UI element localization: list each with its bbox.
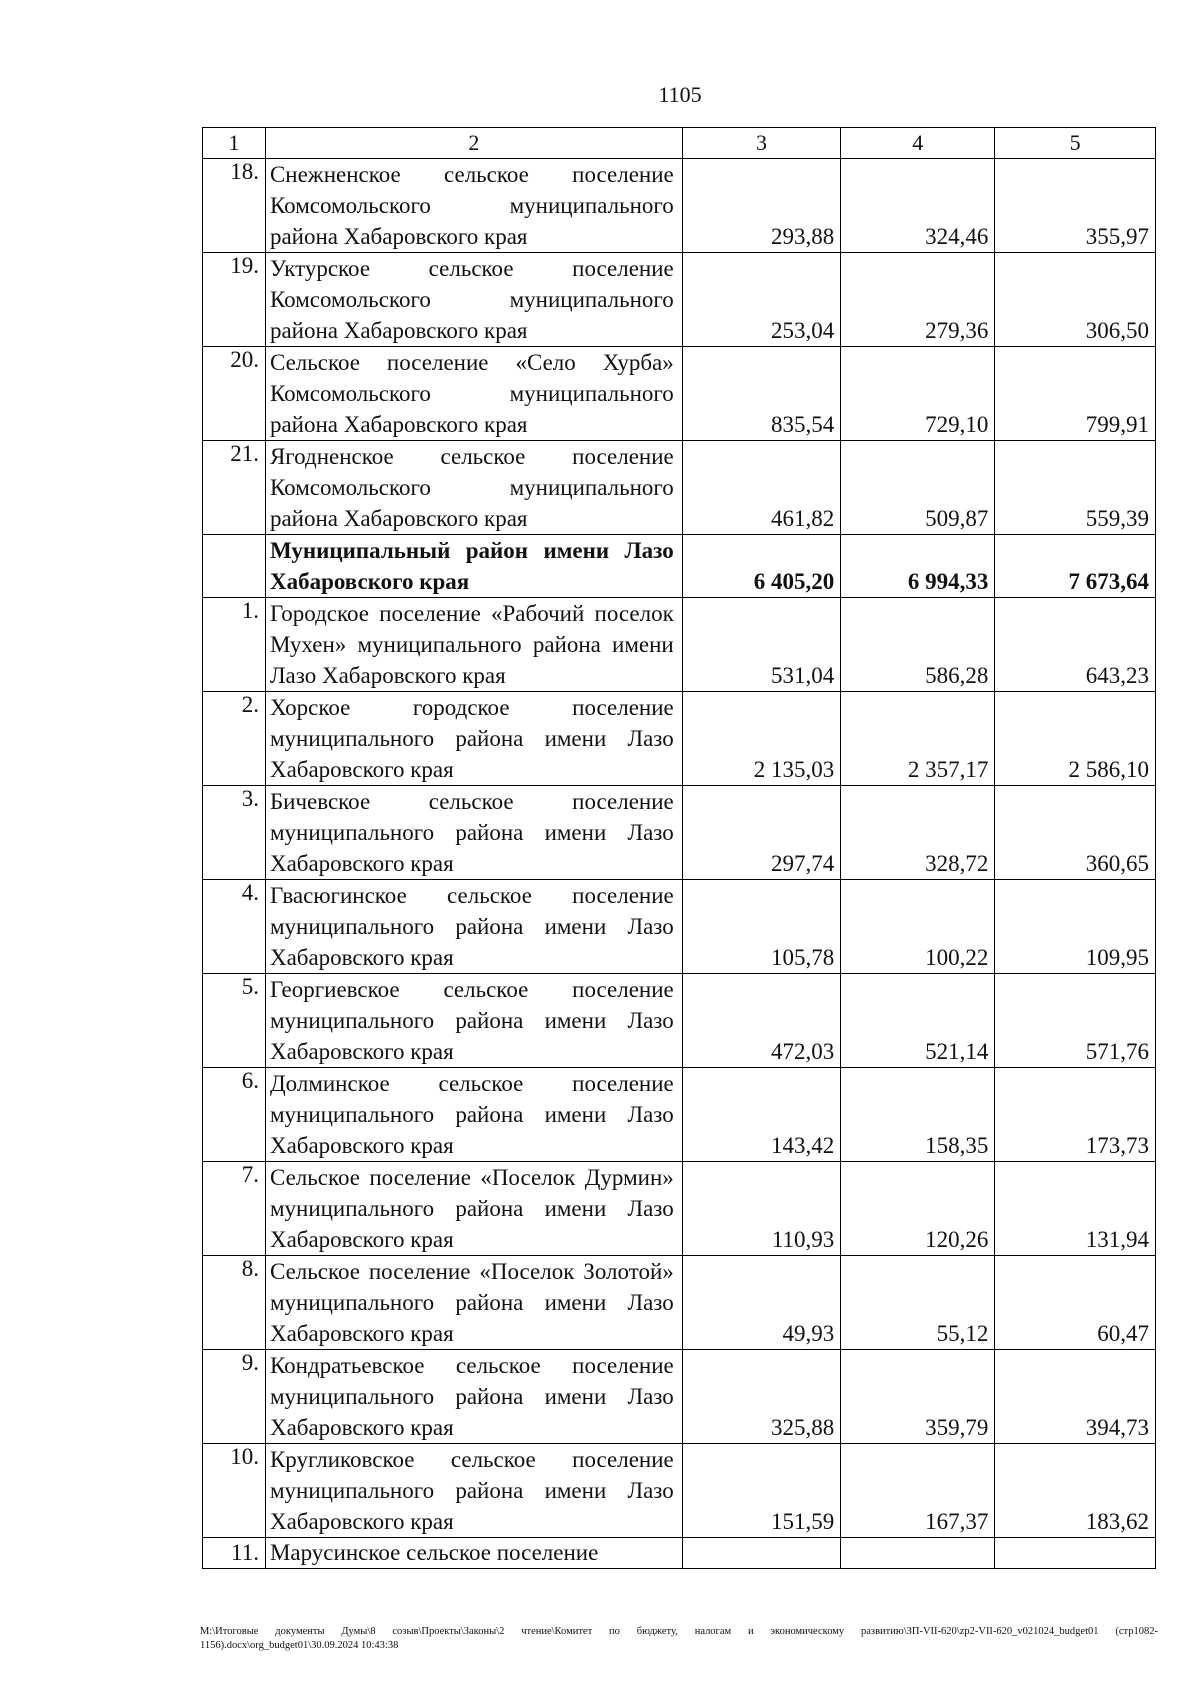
row-number [203, 535, 266, 598]
header-row [203, 128, 1156, 159]
row-number: 7. [203, 1162, 266, 1256]
value-col-5: 571,76 [995, 974, 1156, 1068]
row-number: 10. [203, 1444, 266, 1538]
table-row [203, 253, 1156, 347]
settlement-name: Марусинское сельское поселение [265, 1538, 682, 1569]
value-col-3: 2 135,03 [682, 692, 840, 786]
row-number: 20. [203, 347, 266, 441]
value-col-4 [841, 1538, 995, 1569]
value-col-3: 6 405,20 [682, 535, 840, 598]
value-col-4: 328,72 [841, 786, 995, 880]
table-row [203, 786, 1156, 880]
value-col-5: 183,62 [995, 1444, 1156, 1538]
table-body [203, 128, 1156, 1569]
value-col-3: 253,04 [682, 253, 840, 347]
table-row [203, 1538, 1156, 1569]
value-col-3: 325,88 [682, 1350, 840, 1444]
table-row [203, 974, 1156, 1068]
row-number: 11. [203, 1538, 266, 1569]
value-col-3: 531,04 [682, 598, 840, 692]
value-col-3 [682, 1538, 840, 1569]
table-row [203, 347, 1156, 441]
row-number: 4. [203, 880, 266, 974]
settlement-name: Городское поселение «Рабочий поселок Мухен» муниципального района имени Лазо Хабаровского края [265, 598, 682, 692]
value-col-4: 521,14 [841, 974, 995, 1068]
settlement-name: Уктурское сельское поселение Комсомольского муниципального района Хабаровского края [265, 253, 682, 347]
settlement-name: Сельское поселение «Поселок Дурмин» муниципального района имени Лазо Хабаровского края [265, 1162, 682, 1256]
row-number: 1. [203, 598, 266, 692]
settlement-name: Муниципальный район имени Лазо Хабаровского края [265, 535, 682, 598]
file-path-footer: M:\Итоговые документы Думы\8 созыв\Проекты\Законы\2 чтение\Комитет по бюджету, налогам и экономическому развитию\ЗП-VII-620\zp2-VII-620_v021024_budget01 (стр1082-1156).docx\org_budget01\30.09.2024 10:43:38 [200, 1626, 1158, 1651]
value-col-5: 355,97 [995, 159, 1156, 253]
value-col-3: 49,93 [682, 1256, 840, 1350]
value-col-5: 799,91 [995, 347, 1156, 441]
value-col-3: 143,42 [682, 1068, 840, 1162]
settlement-name: Гвасюгинское сельское поселение муниципального района имени Лазо Хабаровского края [265, 880, 682, 974]
table-row [203, 1068, 1156, 1162]
value-col-3: 472,03 [682, 974, 840, 1068]
table-row [203, 692, 1156, 786]
value-col-4: 167,37 [841, 1444, 995, 1538]
table-row [203, 441, 1156, 535]
header-col-2: 2 [265, 128, 682, 159]
page-number: 1105 [658, 82, 702, 107]
value-col-5: 306,50 [995, 253, 1156, 347]
value-col-3: 293,88 [682, 159, 840, 253]
settlement-name: Сельское поселение «Поселок Золотой» муниципального района имени Лазо Хабаровского края [265, 1256, 682, 1350]
value-col-5: 394,73 [995, 1350, 1156, 1444]
table-row [203, 1350, 1156, 1444]
row-number: 3. [203, 786, 266, 880]
row-number: 18. [203, 159, 266, 253]
value-col-4: 509,87 [841, 441, 995, 535]
value-col-3: 835,54 [682, 347, 840, 441]
value-col-4: 279,36 [841, 253, 995, 347]
value-col-5: 131,94 [995, 1162, 1156, 1256]
table-row [203, 880, 1156, 974]
settlement-name: Кондратьевское сельское поселение муниципального района имени Лазо Хабаровского края [265, 1350, 682, 1444]
value-col-5: 2 586,10 [995, 692, 1156, 786]
settlement-name: Кругликовское сельское поселение муниципального района имени Лазо Хабаровского края [265, 1444, 682, 1538]
table-row [203, 598, 1156, 692]
settlement-name: Снежненское сельское поселение Комсомольского муниципального района Хабаровского края [265, 159, 682, 253]
table-row [203, 1256, 1156, 1350]
value-col-4: 2 357,17 [841, 692, 995, 786]
value-col-3: 110,93 [682, 1162, 840, 1256]
row-number: 19. [203, 253, 266, 347]
value-col-5: 643,23 [995, 598, 1156, 692]
value-col-5: 360,65 [995, 786, 1156, 880]
table-row [203, 159, 1156, 253]
settlement-name: Георгиевское сельское поселение муниципального района имени Лазо Хабаровского края [265, 974, 682, 1068]
settlement-name: Сельское поселение «Село Хурба» Комсомольского муниципального района Хабаровского края [265, 347, 682, 441]
header-col-3: 3 [682, 128, 840, 159]
value-col-5: 173,73 [995, 1068, 1156, 1162]
row-number: 8. [203, 1256, 266, 1350]
settlement-name: Долминское сельское поселение муниципального района имени Лазо Хабаровского края [265, 1068, 682, 1162]
value-col-4: 729,10 [841, 347, 995, 441]
header-col-5: 5 [995, 128, 1156, 159]
value-col-5: 60,47 [995, 1256, 1156, 1350]
table-row [203, 1162, 1156, 1256]
value-col-3: 297,74 [682, 786, 840, 880]
value-col-4: 6 994,33 [841, 535, 995, 598]
row-number: 2. [203, 692, 266, 786]
budget-table [202, 127, 1156, 1569]
value-col-3: 151,59 [682, 1444, 840, 1538]
value-col-5: 559,39 [995, 441, 1156, 535]
value-col-4: 158,35 [841, 1068, 995, 1162]
value-col-3: 461,82 [682, 441, 840, 535]
value-col-4: 324,46 [841, 159, 995, 253]
table-row [203, 1444, 1156, 1538]
value-col-4: 586,28 [841, 598, 995, 692]
settlement-name: Хорское городское поселение муниципального района имени Лазо Хабаровского края [265, 692, 682, 786]
value-col-4: 359,79 [841, 1350, 995, 1444]
value-col-4: 120,26 [841, 1162, 995, 1256]
value-col-3: 105,78 [682, 880, 840, 974]
row-number: 21. [203, 441, 266, 535]
settlement-name: Бичевское сельское поселение муниципального района имени Лазо Хабаровского края [265, 786, 682, 880]
value-col-5: 7 673,64 [995, 535, 1156, 598]
value-col-5 [995, 1538, 1156, 1569]
value-col-4: 55,12 [841, 1256, 995, 1350]
row-number: 9. [203, 1350, 266, 1444]
value-col-5: 109,95 [995, 880, 1156, 974]
settlement-name: Ягодненское сельское поселение Комсомольского муниципального района Хабаровского края [265, 441, 682, 535]
table-row [203, 535, 1156, 598]
row-number: 5. [203, 974, 266, 1068]
value-col-4: 100,22 [841, 880, 995, 974]
row-number: 6. [203, 1068, 266, 1162]
header-col-4: 4 [841, 128, 995, 159]
header-col-1: 1 [203, 128, 266, 159]
